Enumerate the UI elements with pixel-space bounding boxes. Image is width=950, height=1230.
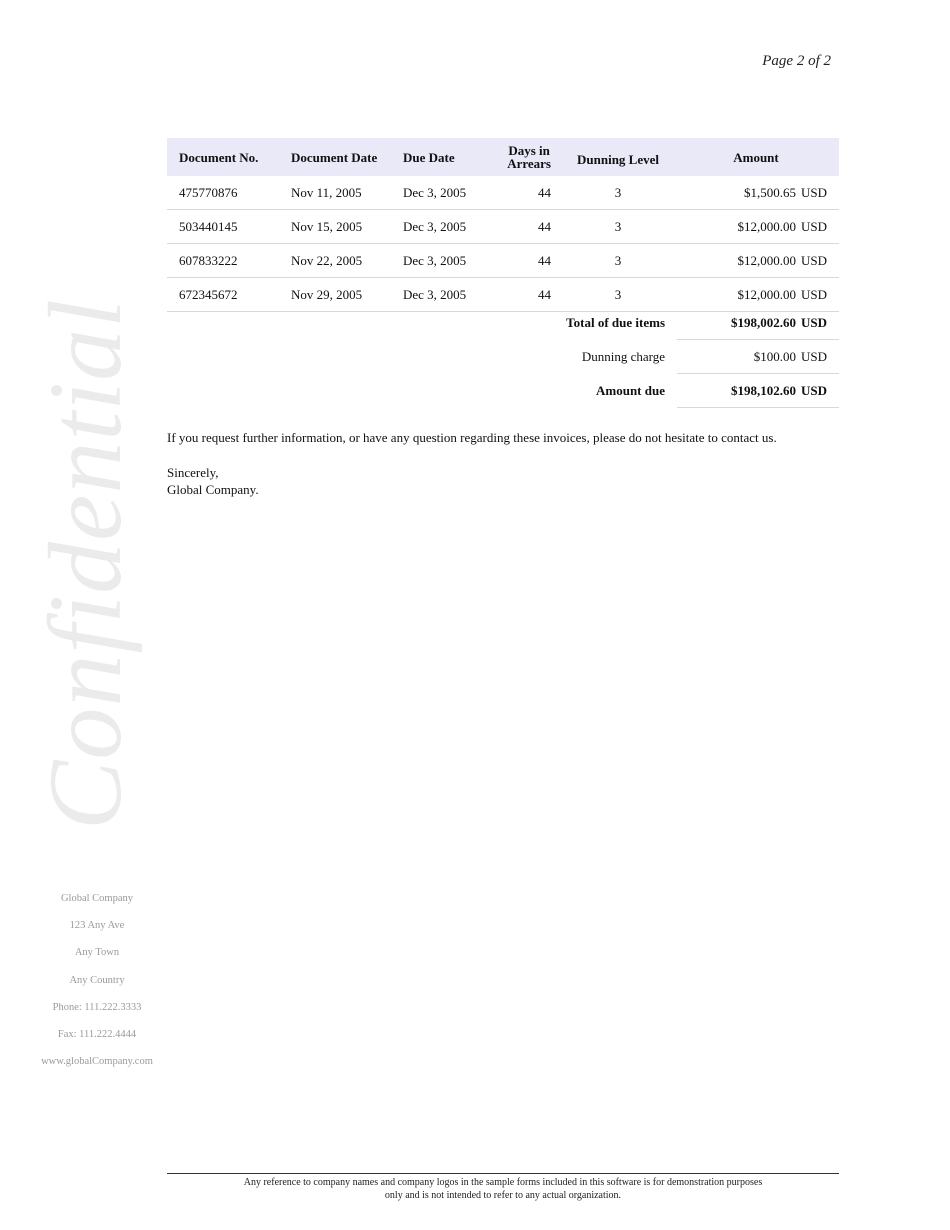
amount-currency: USD [800,286,827,302]
sender-fax: Fax: 111.222.4444 [57,1028,137,1040]
charge-currency: USD [800,348,827,364]
sender-website: www.globalCompany.com [41,1056,153,1068]
header-days-in-arrears-line1: Days in [508,143,550,158]
cell-days-in-arrears: 44 [495,176,563,210]
cell-due-date: Dec 3, 2005 [391,244,495,278]
confidential-watermark: Confidential [28,298,143,830]
header-amount: Amount [673,138,839,176]
cell-days-in-arrears: 44 [495,278,563,312]
table-row [167,210,839,244]
closing-salutation: Sincerely, [167,465,219,480]
header-days-in-arrears [495,138,563,176]
amount-value: $12,000.00 [737,286,796,302]
cell-amount [673,244,839,278]
disclaimer-line-2: only and is not intended to refer to any actual organization. [384,1190,622,1201]
amount-currency: USD [800,218,827,234]
cell-amount [673,210,839,244]
cell-document-no: 475770876 [167,176,279,210]
cell-document-date: Nov 22, 2005 [279,244,391,278]
charge-amount: $100.00 [753,348,796,364]
sender-company: Global Company [60,893,134,904]
dunning-charge-value [677,340,839,374]
cell-dunning-level: 3 [563,210,673,244]
amount-value: $1,500.65 [743,184,796,200]
letter-closing [167,464,259,498]
letter-message: If you request further information, or have any question regarding these invoices, please do not hesitate to contact us. [167,430,777,445]
cell-document-no: 672345672 [167,278,279,312]
dunning-charge-label: Dunning charge [581,348,665,364]
cell-document-date: Nov 15, 2005 [279,210,391,244]
amount-due-value [677,374,839,408]
total-due-items-label: Total of due items [566,314,665,330]
cell-amount [673,176,839,210]
amount-currency: USD [800,252,827,268]
header-dunning-level: Dunning Level [563,138,673,176]
sender-country: Any Country [69,974,125,986]
total-due-items-value [677,306,839,340]
total-currency: USD [800,314,827,330]
sender-street: 123 Any Ave [69,920,125,932]
table-row [167,244,839,278]
due-amount: $198,102.60 [730,382,796,398]
cell-dunning-level: 3 [563,278,673,312]
cell-document-date: Nov 29, 2005 [279,278,391,312]
due-currency: USD [800,382,827,398]
table-header-row [167,138,839,176]
cell-due-date: Dec 3, 2005 [391,278,495,312]
page-number: Page 2 of 2 [762,53,831,69]
cell-due-date: Dec 3, 2005 [391,210,495,244]
header-document-date: Document Date [279,138,391,176]
cell-document-no: 607833222 [167,244,279,278]
sender-town: Any Town [74,947,120,959]
footer-divider [167,1173,839,1174]
due-items-table [167,138,839,312]
sender-phone: Phone: 111.222.3333 [52,1001,142,1013]
cell-dunning-level: 3 [563,244,673,278]
amount-value: $12,000.00 [737,218,796,234]
header-document-no: Document No. [167,138,279,176]
cell-document-date: Nov 11, 2005 [279,176,391,210]
cell-dunning-level: 3 [563,176,673,210]
footer-disclaimer [200,1176,806,1202]
total-due-items-row [167,306,839,340]
dunning-charge-row [167,340,839,374]
totals-table [167,306,839,408]
table-row [167,176,839,210]
header-days-in-arrears-line2: Arrears [507,156,551,171]
cell-days-in-arrears: 44 [495,210,563,244]
amount-value: $12,000.00 [737,252,796,268]
amount-currency: USD [800,184,827,200]
amount-due-label: Amount due [596,382,665,398]
total-amount: $198,002.60 [730,314,796,330]
cell-days-in-arrears: 44 [495,244,563,278]
header-due-date: Due Date [391,138,495,176]
amount-due-row [167,374,839,408]
closing-signature: Global Company. [167,482,259,497]
disclaimer-line-1: Any reference to company names and company logos in the sample forms included in this software is for demonstration purposes [243,1177,763,1188]
sender-address-block [28,892,166,1082]
cell-document-no: 503440145 [167,210,279,244]
cell-due-date: Dec 3, 2005 [391,176,495,210]
